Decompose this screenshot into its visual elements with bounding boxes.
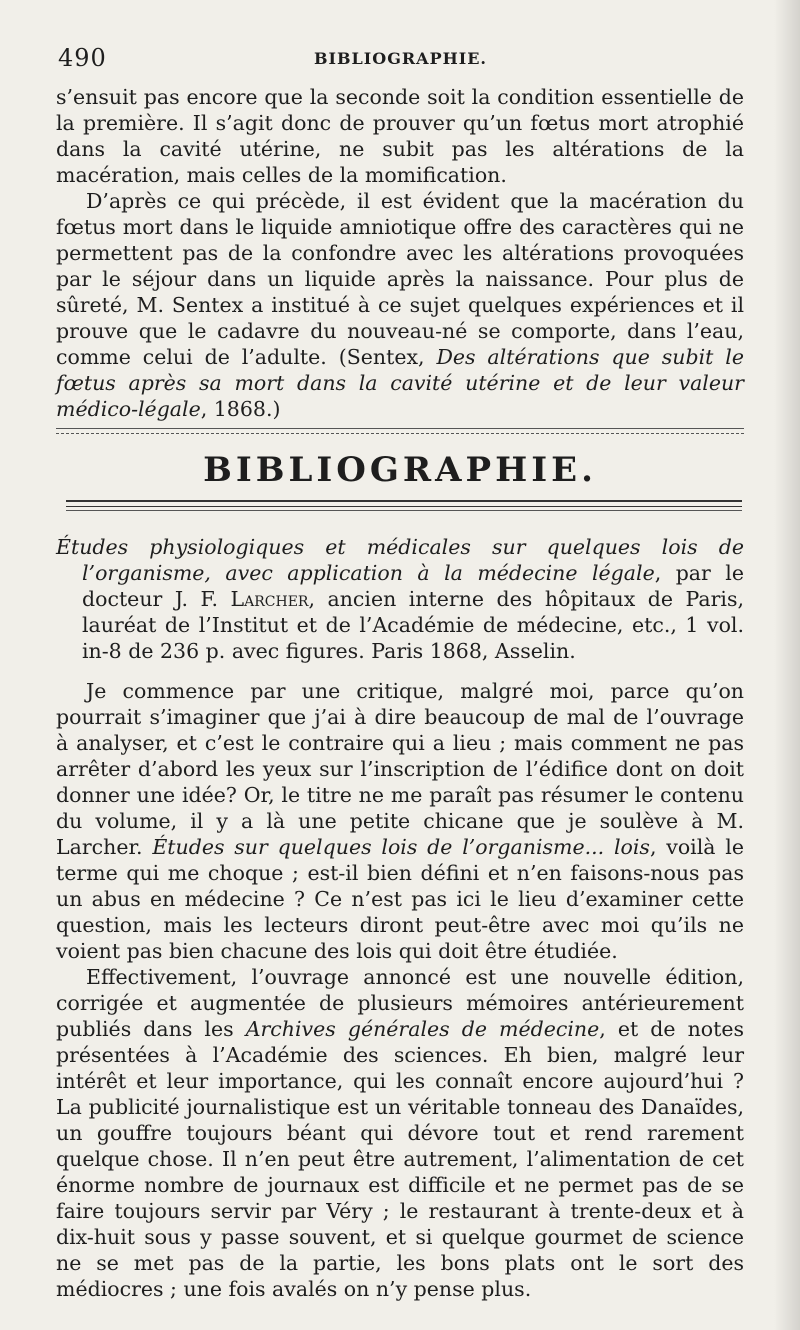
paragraph-text: , et de notes présentées à l’Académie des sciences. Eh bien, malgré leur intérêt et leur importance, qui les connaît encore aujourd’hui ? La publicité journalistique est un véritable tonneau des Danaïdes, un gouffre toujours béant qui dévore tout et rend rarement quelque chose. Il n’en peut être autrement, l’alimentation de cet énorme nombre de journaux est difficile et ne permet pas de se faire toujours servir par Véry ; le restaurant à trente-deux et à dix-huit sous y passe souvent, et si quelque gourmet de science ne se met pas de la partie, les bons plats ont le sort des médiocres ; une fois avalés on n’y pense plus. xyxy=(56,1017,744,1301)
separator-rule xyxy=(56,428,744,429)
separator-rule-double xyxy=(66,500,742,507)
book-title: Études physiologiques et médicales sur quelques lois de l’organisme, avec application à la médecine légale xyxy=(56,535,744,585)
review-section xyxy=(56,534,744,1302)
section-heading: BIBLIOGRAPHIE. xyxy=(203,450,597,490)
italic-text: Études sur quelques lois de l’organisme... lois xyxy=(152,835,650,859)
paragraph xyxy=(56,964,744,1302)
book-details: , ancien interne des hôpitaux de Paris, lauréat de l’Institut et de l’Académie de médecine, etc., 1 vol. in-8 de 236 p. avec figures. Paris 1868, Asselin. xyxy=(82,587,745,663)
book-author: Larcher xyxy=(230,587,309,611)
italic-text: Archives générales de médecine xyxy=(245,1017,600,1041)
paragraph-text: Effectivement, l’ouvrage annoncé est une nouvelle édition, corrigée et augmentée de plusieurs mémoires antérieurement publiés dans les xyxy=(56,965,744,1041)
paragraph: s’ensuit pas encore que la seconde soit la condition essentielle de la première. Il s’agit donc de prouver qu’un fœtus mort atrophié dans la cavité utérine, ne subit pas les altérations de la macération, mais celles de la momification. xyxy=(56,85,744,187)
running-title: BIBLIOGRAPHIE. xyxy=(314,49,487,68)
citation-close: , 1868.) xyxy=(200,397,281,421)
separator-rule xyxy=(56,433,744,434)
article-continuation xyxy=(56,84,744,422)
paragraph xyxy=(56,188,744,422)
separator-rule xyxy=(66,510,742,511)
book-by: , par le docteur J. F. xyxy=(82,561,744,611)
page-edge-shadow xyxy=(774,0,800,1330)
paragraph xyxy=(56,678,744,964)
paragraph-text: D’après ce qui précède, il est évident que la macération du fœtus mort dans le liquide amniotique offre des caractères qui ne permettent pas de la confondre avec les altérations provoquées par le séjour dans un liquide après la naissance. Pour plus de sûreté, M. Sentex a institué à ce sujet quelques expériences et il prouve que le cadavre du nouveau-né se comporte, dans l’eau, comme celui de l’adulte. xyxy=(56,189,744,369)
book-entry xyxy=(56,534,744,664)
paragraph-text: Je commence par une critique, malgré moi, parce qu’on pourrait s’imaginer que j’ai à dire beaucoup de mal de l’ouvrage à analyser, et c’est le contraire qui a lieu ; mais comment ne pas arrêter d’abord les yeux sur l’inscription de l’édifice dont on doit donner une idée? Or, le titre ne me paraît pas résumer le contenu du volume, il y a là une petite chicane que je soulève à M. Larcher. xyxy=(56,679,744,859)
page-number: 490 xyxy=(58,44,107,72)
running-head xyxy=(58,44,760,74)
paragraph-text: , voilà le terme qui me choque ; est-il bien défini et n’en faisons-nous pas un abus en médecine ? Ce n’est pas ici le lieu d’examiner cette question, mais les lecteurs diront peut-être avec moi qu’ils ne voient pas bien chacune des lois qui doit être étudiée. xyxy=(56,835,744,963)
citation-title: Des altérations que subit le fœtus après sa mort dans la cavité utérine et de leur valeur médico-légale xyxy=(56,345,744,421)
citation-open: (Sentex, xyxy=(338,345,437,369)
